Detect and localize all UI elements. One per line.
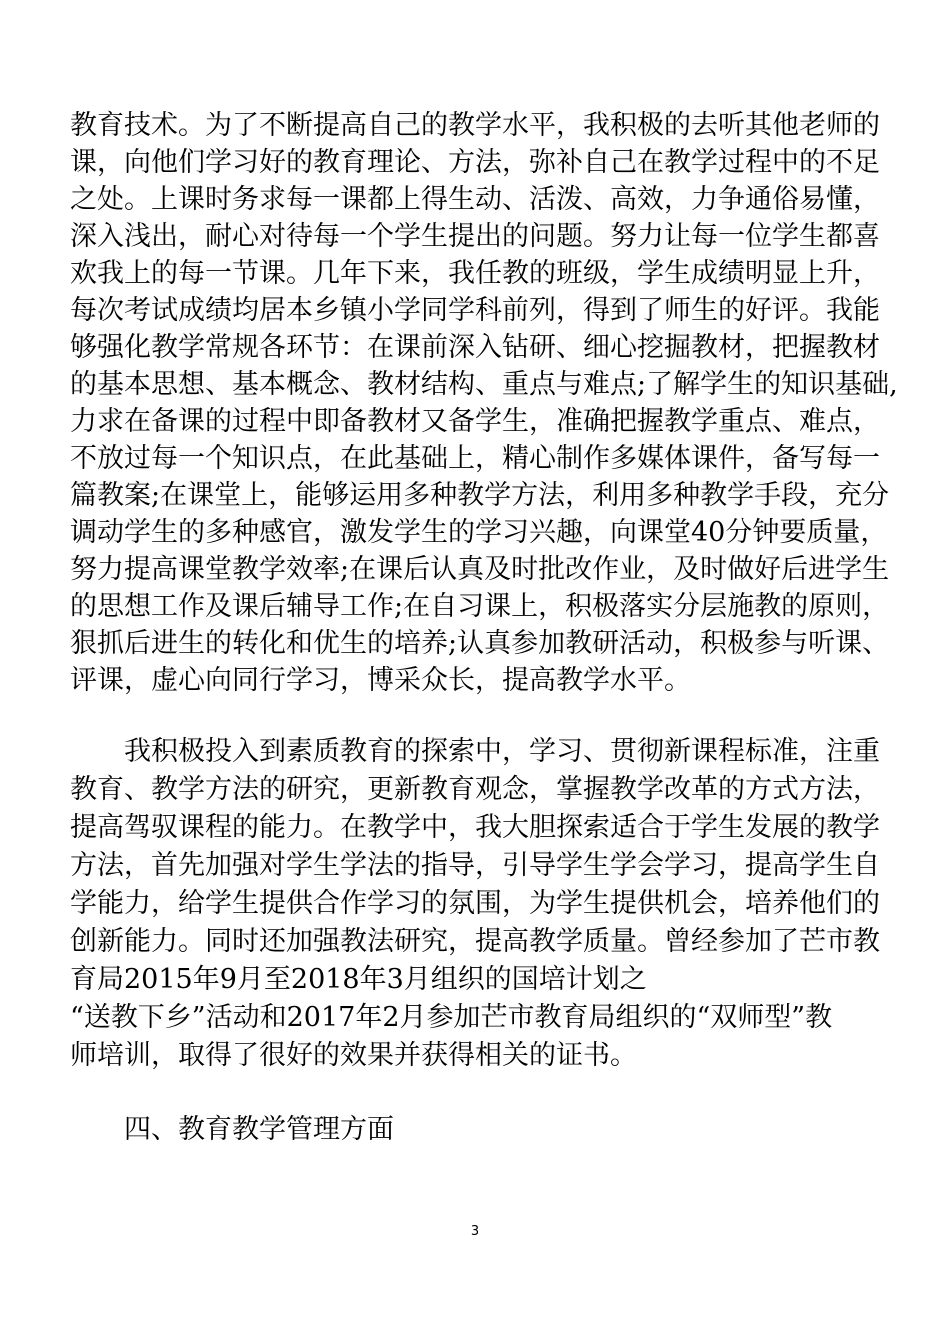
- body-line: 创新能力。同时还加强教法研究，提高教学质量。曾经参加了芒市教: [70, 926, 880, 957]
- body-line: 方法，首先加强对学生学法的指导，引导学生学会学习，提高学生自: [70, 850, 880, 881]
- body-line: 提高驾驭课程的能力。在教学中，我大胆探索适合于学生发展的教学: [70, 812, 880, 843]
- body-line: 的思想工作及课后辅导工作;在自习课上，积极落实分层施教的原则，: [70, 591, 890, 622]
- body-line: 狠抓后进生的转化和优生的培养;认真参加教研活动，积极参与听课、: [70, 628, 890, 659]
- body-line: 深入浅出，耐心对待每一个学生提出的问题。努力让每一位学生都喜: [70, 221, 880, 252]
- body-line: 调动学生的多种感官，激发学生的学习兴趣，向课堂40分钟要质量，: [70, 517, 888, 548]
- page-number: 3: [470, 1224, 480, 1239]
- body-line: 课，向他们学习好的教育理论、方法，弥补自己在教学过程中的不足: [70, 147, 880, 178]
- body-line: 够强化教学常规各环节：在课前深入钻研、细心挖掘教材，把握教材: [70, 332, 880, 363]
- body-line: 我积极投入到素质教育的探索中，学习、贯彻新课程标准，注重: [124, 736, 880, 767]
- body-line: 每次考试成绩均居本乡镇小学同学科前列，得到了师生的好评。我能: [70, 295, 880, 326]
- body-line: 的基本思想、基本概念、教材结构、重点与难点;了解学生的知识基础,: [70, 369, 898, 400]
- body-line: 不放过每一个知识点，在此基础上，精心制作多媒体课件，备写每一: [70, 443, 880, 474]
- body-line: 欢我上的每一节课。几年下来，我任教的班级，学生成绩明显上升，: [70, 258, 880, 289]
- body-line: 教育、教学方法的研究，更新教育观念，掌握教学改革的方式方法，: [70, 774, 880, 805]
- section-heading: 四、教育教学管理方面: [124, 1114, 394, 1145]
- body-line: 育局2015年9月至2018年3月组织的国培计划之: [70, 964, 647, 995]
- body-line: 师培训，取得了很好的效果并获得相关的证书。: [70, 1040, 637, 1071]
- body-line: 篇教案;在课堂上，能够运用多种教学方法，利用多种教学手段，充分: [70, 480, 890, 511]
- body-line: 教育技术。为了不断提高自己的教学水平，我积极的去听其他老师的: [70, 110, 880, 141]
- body-line: 力求在备课的过程中即备教材又备学生，准确把握教学重点、难点，: [70, 406, 880, 437]
- body-line: 学能力，给学生提供合作学习的氛围，为学生提供机会，培养他们的: [70, 888, 880, 919]
- body-line: 之处。上课时务求每一课都上得生动、活泼、高效，力争通俗易懂，: [70, 184, 880, 215]
- body-line: “送教下乡”活动和2017年2月参加芒市教育局组织的“双师型”教: [70, 1002, 833, 1033]
- body-line: 努力提高课堂教学效率;在课后认真及时批改作业，及时做好后进学生: [70, 554, 890, 585]
- body-line: 评课，虚心向同行学习，博采众长，提高教学水平。: [70, 665, 691, 696]
